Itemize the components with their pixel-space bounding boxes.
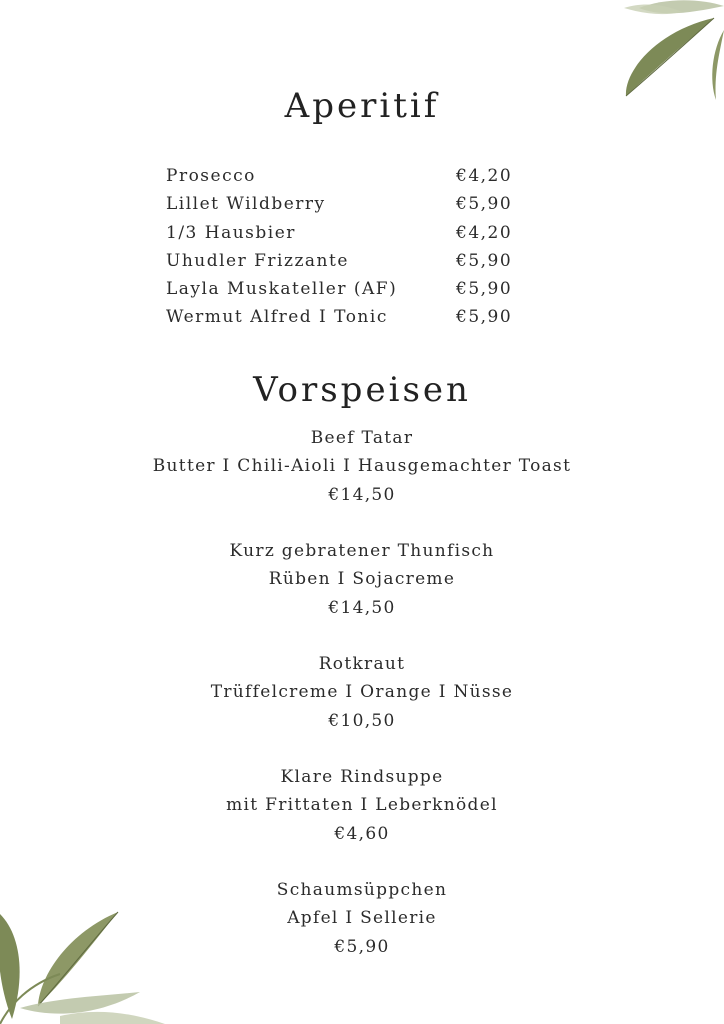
dish-item <box>0 763 724 876</box>
aperitif-item-price: €5,90 <box>456 194 513 215</box>
vorspeisen-section-title: Vorspeisen <box>253 370 471 410</box>
dish-item <box>0 424 724 537</box>
aperitif-item-price: €5,90 <box>456 307 513 328</box>
dish-name: Schaumsüppchen <box>276 880 448 900</box>
dish-name: Beef Tatar <box>310 428 414 448</box>
aperitif-item <box>166 219 526 247</box>
aperitif-item-name: 1/3 Hausbier <box>166 222 296 243</box>
dish-price: €4,60 <box>334 823 390 844</box>
aperitif-item <box>166 190 526 218</box>
aperitif-item <box>166 247 526 275</box>
aperitif-item <box>166 275 526 303</box>
dish-name: Klare Rindsuppe <box>280 767 444 787</box>
dish-description: Rüben I Sojacreme <box>268 569 456 590</box>
aperitif-item-name: Wermut Alfred I Tonic <box>166 307 388 328</box>
dish-price: €14,50 <box>328 484 396 505</box>
aperitif-item-price: €4,20 <box>456 222 513 243</box>
dish-description: Trüffelcreme I Orange I Nüsse <box>210 682 514 703</box>
dish-item <box>0 876 724 989</box>
aperitif-list <box>166 162 526 332</box>
aperitif-item-name: Layla Muskateller (AF) <box>166 279 398 300</box>
dish-price: €5,90 <box>334 936 390 957</box>
aperitif-item-price: €4,20 <box>456 166 513 186</box>
aperitif-item <box>166 303 526 331</box>
aperitif-section-title: Aperitif <box>284 86 440 126</box>
aperitif-item-price: €5,90 <box>456 250 513 271</box>
dish-description: Butter I Chili-Aioli I Hausgemachter Toast <box>152 456 572 477</box>
dish-price: €14,50 <box>328 597 396 618</box>
dish-item <box>0 650 724 763</box>
aperitif-item-name: Prosecco <box>166 166 256 186</box>
dish-description: mit Frittaten I Leberknödel <box>226 795 498 816</box>
aperitif-item-name: Uhudler Frizzante <box>166 250 349 271</box>
aperitif-item <box>166 162 526 190</box>
aperitif-item-price: €5,90 <box>456 279 513 300</box>
dish-item <box>0 537 724 650</box>
dish-price: €10,50 <box>328 710 396 731</box>
aperitif-item-name: Lillet Wildberry <box>166 194 326 215</box>
dish-description: Apfel I Sellerie <box>287 908 437 929</box>
dish-name: Kurz gebratener Thunfisch <box>229 541 495 561</box>
vorspeisen-list <box>0 424 724 989</box>
dish-name: Rotkraut <box>318 654 406 674</box>
